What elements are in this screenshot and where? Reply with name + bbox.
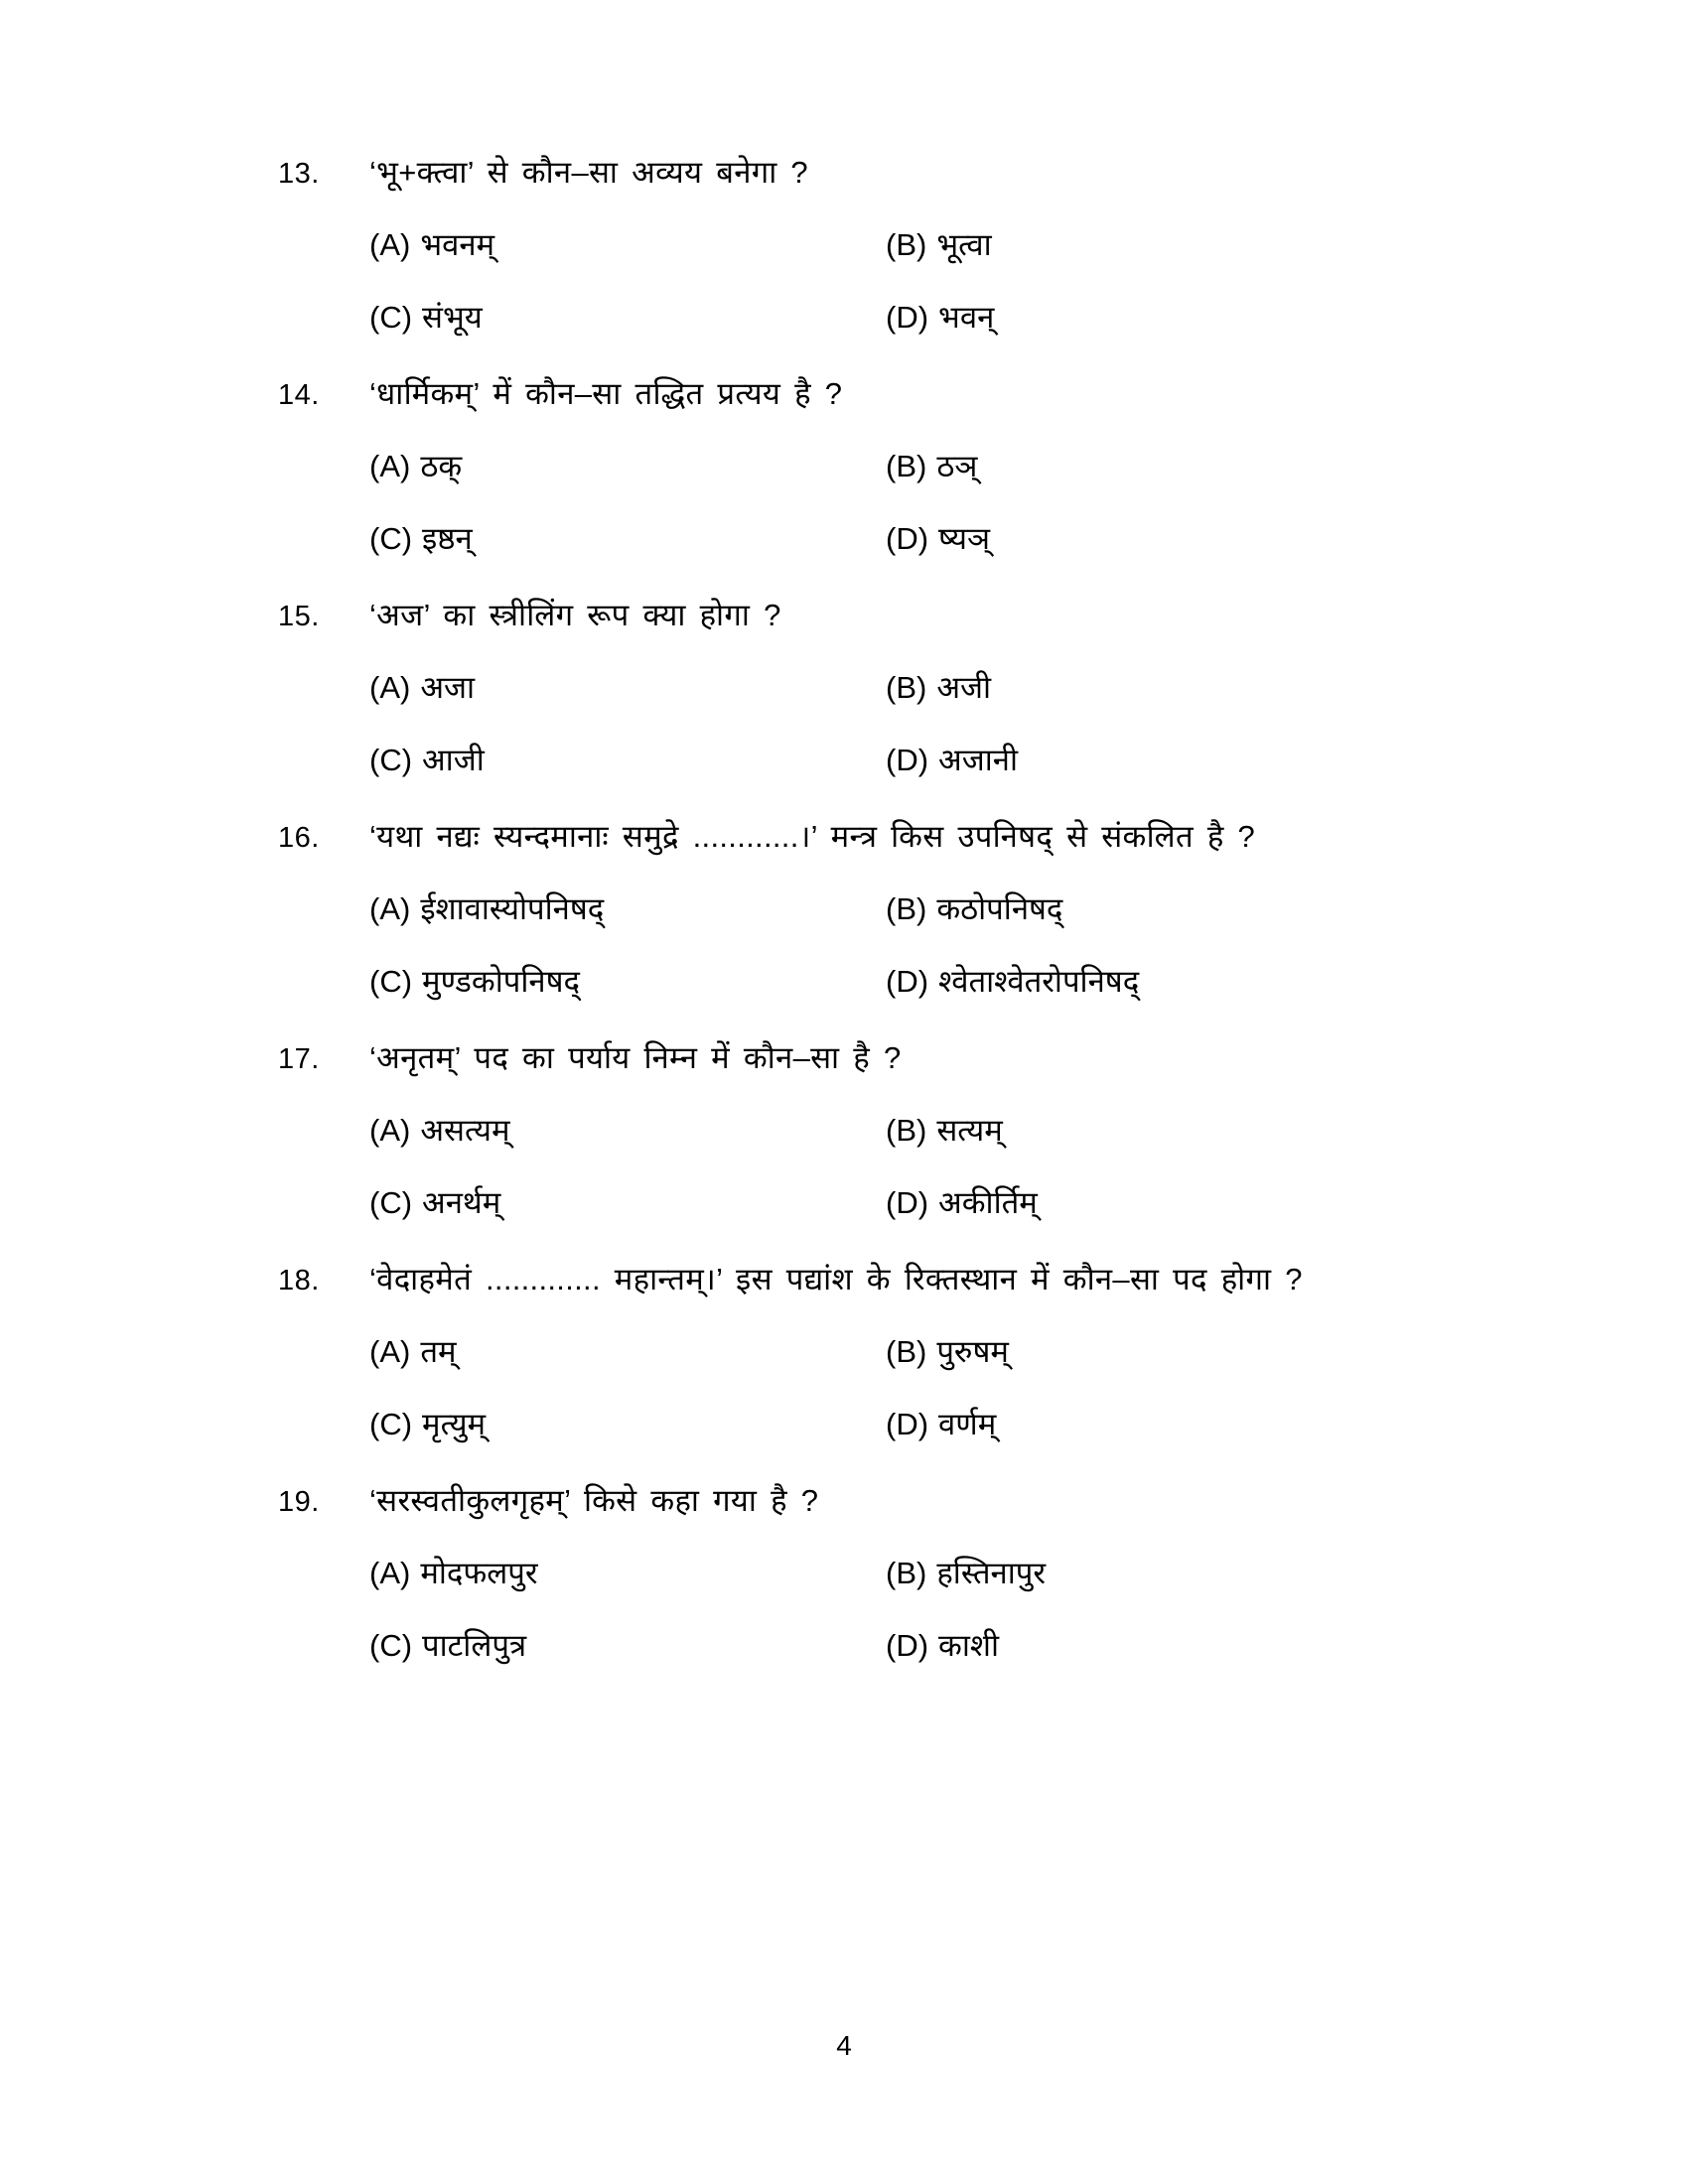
option-value: मृत्युम् — [422, 1406, 487, 1441]
option-value: पुरुषम् — [936, 1334, 1009, 1370]
option-label: (C) — [369, 1406, 413, 1441]
option-value: ईशावास्योपनिषद् — [420, 891, 605, 927]
option-b[interactable] — [886, 444, 977, 490]
option-label: (A) — [369, 891, 411, 927]
option-row — [369, 444, 1460, 490]
option-row — [369, 665, 1460, 712]
option-list — [369, 222, 1460, 341]
option-a[interactable] — [369, 222, 886, 269]
option-c[interactable] — [369, 516, 886, 563]
question-block — [278, 1477, 1460, 1669]
option-value: भवन् — [938, 299, 995, 335]
question-heading — [278, 813, 1460, 861]
option-d[interactable] — [886, 1623, 999, 1670]
option-value: ष्यञ् — [938, 520, 991, 556]
question-heading — [278, 370, 1460, 418]
option-value: असत्यम् — [420, 1113, 510, 1149]
option-label: (B) — [886, 670, 927, 706]
question-block — [278, 370, 1460, 562]
option-label: (C) — [369, 963, 413, 999]
option-value: तम् — [420, 1334, 457, 1370]
option-value: संभूय — [422, 299, 483, 335]
option-label: (B) — [886, 891, 927, 927]
option-label: (A) — [369, 1113, 411, 1149]
option-value: मोदफलपुर — [420, 1556, 538, 1591]
option-value: काशी — [938, 1627, 999, 1663]
question-text: ‘वेदाहमेतं ............. महान्तम्।’ इस पद्यांश के रिक्तस्थान में कौन–सा पद होगा ? — [369, 1262, 1303, 1297]
option-label: (D) — [886, 1184, 929, 1220]
option-value: भवनम् — [420, 227, 495, 263]
option-row — [369, 1180, 1460, 1227]
question-heading — [278, 592, 1460, 639]
option-row — [369, 1108, 1460, 1155]
option-b[interactable] — [886, 222, 992, 269]
option-value: इष्ठन् — [422, 520, 473, 556]
option-label: (B) — [886, 1113, 927, 1149]
option-value: ठञ् — [936, 449, 978, 484]
option-list — [369, 1108, 1460, 1226]
option-b[interactable] — [886, 665, 991, 712]
option-value: भूत्वा — [936, 227, 992, 263]
question-text: ‘अज’ का स्त्रीलिंग रूप क्या होगा ? — [369, 598, 781, 633]
page-number: 4 — [836, 2030, 852, 2061]
question-text: ‘धार्मिकम्’ में कौन–सा तद्धित प्रत्यय है ? — [369, 376, 843, 412]
option-list — [369, 887, 1460, 1005]
option-label: (A) — [369, 1556, 411, 1591]
option-value: पाटलिपुत्र — [422, 1627, 527, 1663]
option-label: (C) — [369, 520, 413, 556]
option-row — [369, 738, 1460, 784]
option-label: (D) — [886, 742, 929, 777]
option-label: (B) — [886, 227, 927, 263]
option-b[interactable] — [886, 1329, 1009, 1376]
option-d[interactable] — [886, 295, 994, 341]
option-a[interactable] — [369, 1108, 886, 1155]
question-number: 13. — [278, 158, 320, 190]
question-block — [278, 813, 1460, 1005]
option-label: (D) — [886, 1406, 929, 1441]
option-label: (B) — [886, 1334, 927, 1370]
option-d[interactable] — [886, 959, 1139, 1006]
option-b[interactable] — [886, 1108, 1003, 1155]
question-text: ‘भू+क्त्वा’ से कौन–सा अव्यय बनेगा ? — [369, 155, 808, 190]
option-label: (D) — [886, 299, 929, 335]
question-block — [278, 1034, 1460, 1226]
option-d[interactable] — [886, 516, 990, 563]
option-row — [369, 222, 1460, 269]
option-row — [369, 887, 1460, 933]
option-b[interactable] — [886, 887, 1062, 933]
option-d[interactable] — [886, 1180, 1038, 1227]
option-value: मुण्डकोपनिषद् — [422, 963, 580, 999]
question-heading — [278, 1034, 1460, 1082]
option-c[interactable] — [369, 295, 886, 341]
option-d[interactable] — [886, 1402, 996, 1448]
question-block — [278, 1256, 1460, 1447]
option-list — [369, 1551, 1460, 1669]
question-block — [278, 592, 1460, 783]
option-list — [369, 1329, 1460, 1447]
question-number: 16. — [278, 822, 320, 855]
option-label: (C) — [369, 1627, 413, 1663]
option-label: (B) — [886, 1556, 927, 1591]
option-row — [369, 1623, 1460, 1670]
option-value: सत्यम् — [936, 1113, 1003, 1149]
question-number: 18. — [278, 1265, 320, 1297]
option-row — [369, 295, 1460, 341]
question-block — [278, 149, 1460, 341]
question-text: ‘सरस्वतीकुलगृहम्’ किसे कहा गया है ? — [369, 1483, 819, 1519]
question-text: ‘अनृतम्’ पद का पर्याय निम्न में कौन–सा है ? — [369, 1040, 902, 1076]
option-label: (B) — [886, 449, 927, 484]
option-value: श्वेताश्वेतरोपनिषद् — [938, 963, 1140, 999]
option-value: अनर्थम् — [422, 1184, 501, 1220]
option-value: आजी — [422, 742, 485, 777]
question-number: 14. — [278, 379, 320, 412]
question-number: 15. — [278, 601, 320, 633]
question-heading — [278, 149, 1460, 197]
option-value: अजी — [936, 670, 992, 706]
option-value: अजानी — [938, 742, 1018, 777]
option-label: (C) — [369, 1184, 413, 1220]
option-list — [369, 444, 1460, 562]
option-a[interactable] — [369, 887, 886, 933]
question-heading — [278, 1477, 1460, 1525]
option-c[interactable] — [369, 738, 886, 784]
option-value: अजा — [420, 670, 476, 706]
option-value: वर्णम् — [938, 1406, 997, 1441]
option-label: (A) — [369, 449, 411, 484]
option-row — [369, 959, 1460, 1006]
option-d[interactable] — [886, 738, 1018, 784]
option-row — [369, 516, 1460, 563]
question-heading — [278, 1256, 1460, 1303]
option-label: (D) — [886, 520, 929, 556]
option-value: कठोपनिषद् — [936, 891, 1063, 927]
option-value: ठक् — [420, 449, 463, 484]
option-list — [369, 665, 1460, 783]
option-value: हस्तिनापुर — [936, 1556, 1047, 1591]
option-c[interactable] — [369, 959, 886, 1006]
option-row — [369, 1551, 1460, 1597]
option-row — [369, 1329, 1460, 1376]
option-a[interactable] — [369, 1329, 886, 1376]
option-a[interactable] — [369, 444, 886, 490]
option-c[interactable] — [369, 1180, 886, 1227]
option-label: (C) — [369, 742, 413, 777]
option-a[interactable] — [369, 665, 886, 712]
option-label: (A) — [369, 1334, 411, 1370]
option-label: (A) — [369, 670, 411, 706]
option-a[interactable] — [369, 1551, 886, 1597]
option-value: अकीर्तिम् — [938, 1184, 1038, 1220]
option-row — [369, 1402, 1460, 1448]
option-c[interactable] — [369, 1623, 886, 1670]
option-label: (D) — [886, 1627, 929, 1663]
option-label: (C) — [369, 299, 413, 335]
question-number: 19. — [278, 1486, 320, 1519]
option-label: (A) — [369, 227, 411, 263]
question-number: 17. — [278, 1043, 320, 1076]
question-text: ‘यथा नद्यः स्यन्दमानाः समुद्रे ............।’ मन्त्र किस उपनिषद् से संकलित है ? — [369, 819, 1256, 855]
option-b[interactable] — [886, 1551, 1046, 1597]
option-c[interactable] — [369, 1402, 886, 1448]
option-label: (D) — [886, 963, 929, 999]
